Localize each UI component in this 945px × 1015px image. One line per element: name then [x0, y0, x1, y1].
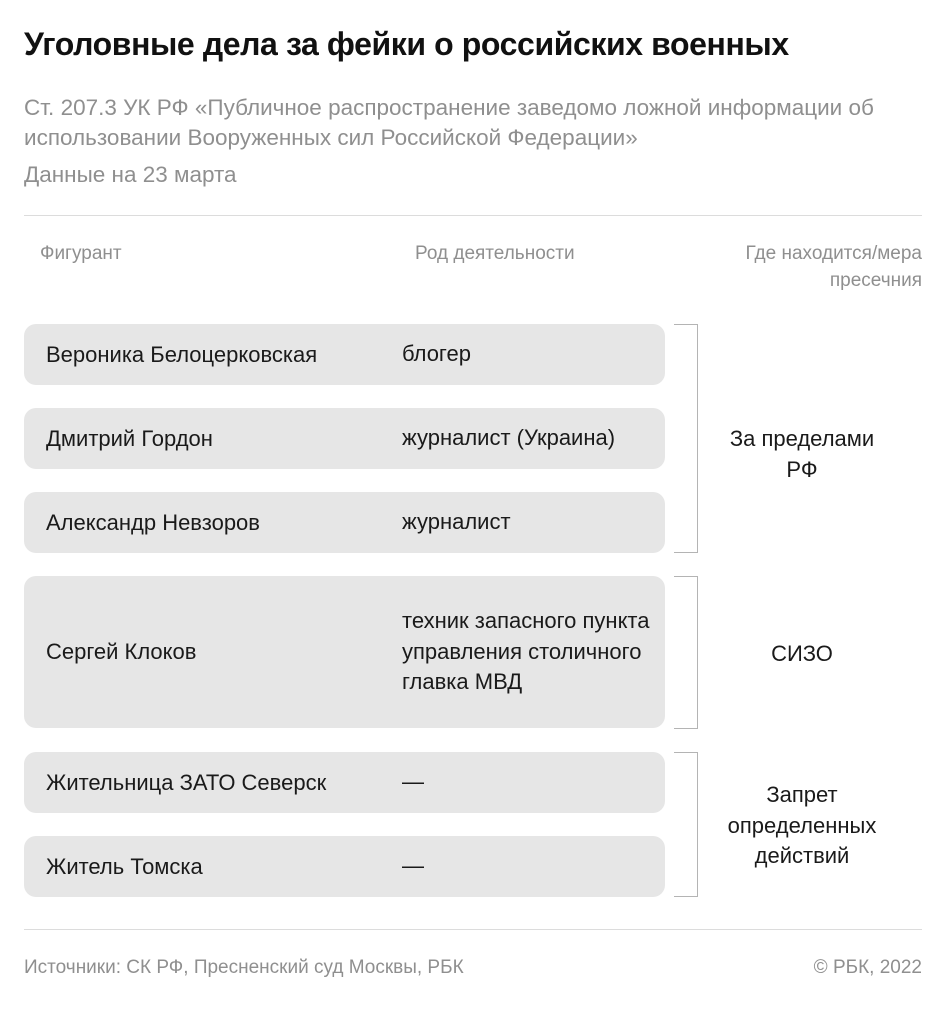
table-row — [24, 576, 665, 728]
person-occupation: журналист — [402, 509, 511, 534]
person-occupation: техник запасного пункта управления столичного главка МВД — [402, 608, 650, 694]
bottom-divider — [24, 929, 922, 930]
person-name: Александр Невзоров — [46, 510, 260, 535]
date-note: Данные на 23 марта — [24, 162, 237, 187]
column-header-occupation: Род деятельности — [415, 243, 575, 264]
group-label-sizo: СИЗО — [771, 641, 833, 666]
person-name: Жительница ЗАТО Северск — [46, 770, 327, 795]
top-divider — [24, 215, 922, 216]
person-occupation: журналист (Украина) — [402, 425, 616, 450]
column-header-location: Где находится/мера пресечния — [745, 243, 922, 291]
person-occupation: блогер — [402, 341, 471, 366]
person-name: Вероника Белоцерковская — [46, 342, 318, 367]
table-row — [24, 408, 665, 469]
sources-note: Источники: СК РФ, Пресненский суд Москвы, РБК — [24, 957, 464, 978]
table-row — [24, 836, 665, 897]
group-label-restrictions: Запрет определенных действий — [727, 782, 877, 868]
person-occupation: — — [402, 853, 424, 878]
person-name: Сергей Клоков — [46, 639, 197, 664]
table-row — [24, 324, 665, 385]
group-label-abroad: За пределами РФ — [729, 426, 875, 482]
column-header-person: Фигурант — [40, 243, 122, 264]
person-name: Дмитрий Гордон — [46, 426, 213, 451]
table-row — [24, 492, 665, 553]
copyright: © РБК, 2022 — [813, 957, 922, 978]
table-row — [24, 752, 665, 813]
subtitle: Ст. 207.3 УК РФ «Публичное распространение заведомо ложной информации об использовании Вооруженных сил Российской Федерации» — [24, 95, 874, 150]
page-title: Уголовные дела за фейки о российских военных — [24, 26, 789, 62]
person-name: Житель Томска — [46, 854, 203, 879]
person-occupation: — — [402, 769, 424, 794]
